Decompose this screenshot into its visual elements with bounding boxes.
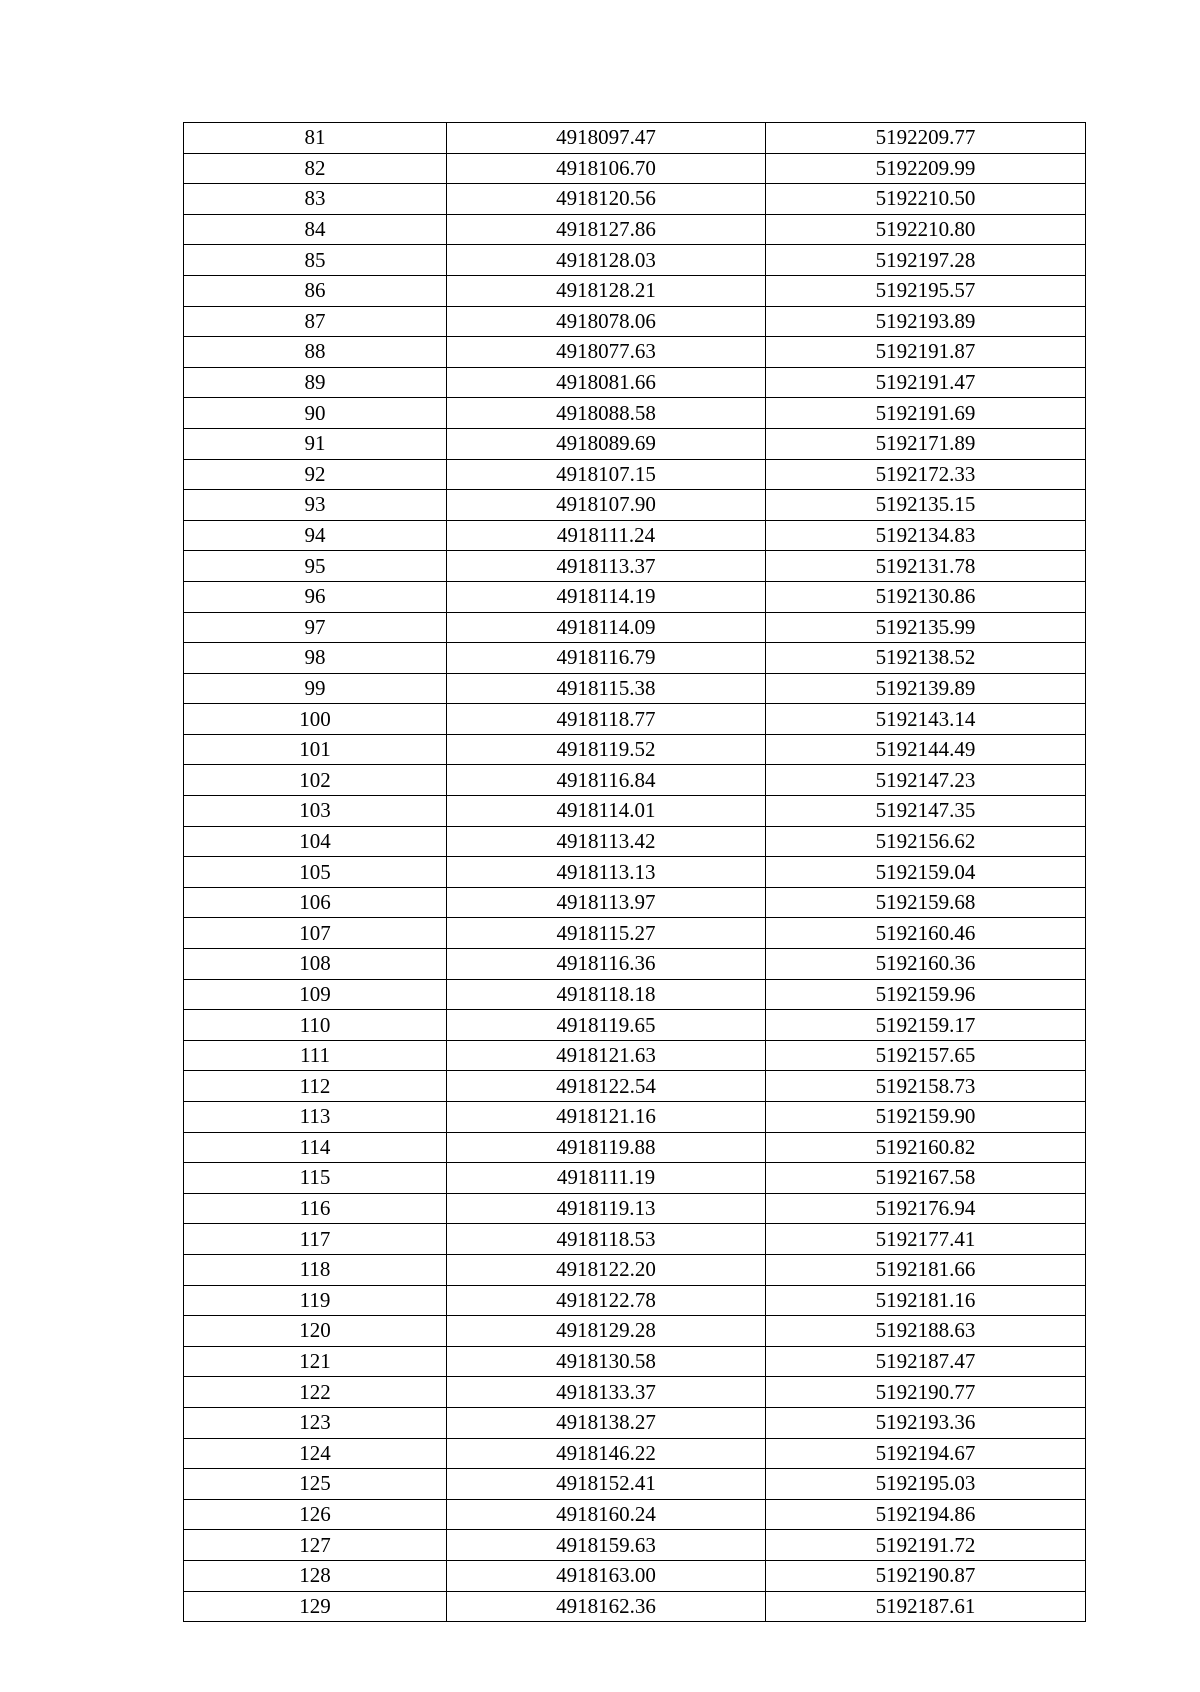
table-row: [184, 1163, 1086, 1194]
y-coordinate-cell: 5192209.99: [766, 153, 1086, 184]
y-coordinate-cell: 5192131.78: [766, 551, 1086, 582]
table-row: [184, 337, 1086, 368]
y-coordinate-cell: 5192193.89: [766, 306, 1086, 337]
y-coordinate-cell: 5192176.94: [766, 1193, 1086, 1224]
y-coordinate-cell: 5192147.35: [766, 796, 1086, 827]
point-number-cell: 99: [184, 673, 447, 704]
point-number-cell: 108: [184, 949, 447, 980]
table-row: [184, 765, 1086, 796]
x-coordinate-cell: 4918160.24: [447, 1499, 766, 1530]
point-number-cell: 88: [184, 337, 447, 368]
table-row: [184, 306, 1086, 337]
x-coordinate-cell: 4918114.01: [447, 796, 766, 827]
table-row: [184, 1560, 1086, 1591]
y-coordinate-cell: 5192194.86: [766, 1499, 1086, 1530]
y-coordinate-cell: 5192190.87: [766, 1560, 1086, 1591]
x-coordinate-cell: 4918106.70: [447, 153, 766, 184]
x-coordinate-cell: 4918159.63: [447, 1530, 766, 1561]
y-coordinate-cell: 5192191.87: [766, 337, 1086, 368]
x-coordinate-cell: 4918119.52: [447, 734, 766, 765]
table-row: [184, 1469, 1086, 1500]
table-row: [184, 1193, 1086, 1224]
x-coordinate-cell: 4918122.54: [447, 1071, 766, 1102]
point-number-cell: 87: [184, 306, 447, 337]
x-coordinate-cell: 4918152.41: [447, 1469, 766, 1500]
table-row: [184, 551, 1086, 582]
table-row: [184, 673, 1086, 704]
x-coordinate-cell: 4918120.56: [447, 184, 766, 215]
point-number-cell: 96: [184, 581, 447, 612]
point-number-cell: 110: [184, 1010, 447, 1041]
table-row: [184, 1040, 1086, 1071]
point-number-cell: 86: [184, 275, 447, 306]
point-number-cell: 129: [184, 1591, 447, 1622]
point-number-cell: 81: [184, 123, 447, 154]
point-number-cell: 119: [184, 1285, 447, 1316]
point-number-cell: 106: [184, 887, 447, 918]
table-row: [184, 1407, 1086, 1438]
table-row: [184, 857, 1086, 888]
y-coordinate-cell: 5192144.49: [766, 734, 1086, 765]
y-coordinate-cell: 5192139.89: [766, 673, 1086, 704]
table-row: [184, 796, 1086, 827]
table-row: [184, 275, 1086, 306]
y-coordinate-cell: 5192191.69: [766, 398, 1086, 429]
point-number-cell: 120: [184, 1316, 447, 1347]
x-coordinate-cell: 4918113.97: [447, 887, 766, 918]
y-coordinate-cell: 5192159.04: [766, 857, 1086, 888]
coordinates-table: [183, 122, 1086, 1622]
x-coordinate-cell: 4918121.63: [447, 1040, 766, 1071]
table-row: [184, 1071, 1086, 1102]
x-coordinate-cell: 4918118.18: [447, 979, 766, 1010]
x-coordinate-cell: 4918113.13: [447, 857, 766, 888]
table-row: [184, 184, 1086, 215]
table-row: [184, 1132, 1086, 1163]
y-coordinate-cell: 5192188.63: [766, 1316, 1086, 1347]
x-coordinate-cell: 4918113.37: [447, 551, 766, 582]
table-row: [184, 581, 1086, 612]
table-row: [184, 979, 1086, 1010]
y-coordinate-cell: 5192195.57: [766, 275, 1086, 306]
x-coordinate-cell: 4918129.28: [447, 1316, 766, 1347]
point-number-cell: 82: [184, 153, 447, 184]
table-row: [184, 1254, 1086, 1285]
point-number-cell: 123: [184, 1407, 447, 1438]
table-row: [184, 612, 1086, 643]
point-number-cell: 118: [184, 1254, 447, 1285]
point-number-cell: 90: [184, 398, 447, 429]
point-number-cell: 97: [184, 612, 447, 643]
y-coordinate-cell: 5192190.77: [766, 1377, 1086, 1408]
point-number-cell: 95: [184, 551, 447, 582]
point-number-cell: 98: [184, 643, 447, 674]
point-number-cell: 117: [184, 1224, 447, 1255]
point-number-cell: 121: [184, 1346, 447, 1377]
y-coordinate-cell: 5192159.90: [766, 1102, 1086, 1133]
y-coordinate-cell: 5192130.86: [766, 581, 1086, 612]
point-number-cell: 124: [184, 1438, 447, 1469]
table-row: [184, 398, 1086, 429]
table-row: [184, 1530, 1086, 1561]
x-coordinate-cell: 4918127.86: [447, 214, 766, 245]
y-coordinate-cell: 5192181.66: [766, 1254, 1086, 1285]
x-coordinate-cell: 4918107.15: [447, 459, 766, 490]
x-coordinate-cell: 4918162.36: [447, 1591, 766, 1622]
y-coordinate-cell: 5192158.73: [766, 1071, 1086, 1102]
table-row: [184, 1499, 1086, 1530]
point-number-cell: 83: [184, 184, 447, 215]
y-coordinate-cell: 5192159.17: [766, 1010, 1086, 1041]
point-number-cell: 126: [184, 1499, 447, 1530]
point-number-cell: 116: [184, 1193, 447, 1224]
table-row: [184, 1010, 1086, 1041]
x-coordinate-cell: 4918114.09: [447, 612, 766, 643]
x-coordinate-cell: 4918133.37: [447, 1377, 766, 1408]
x-coordinate-cell: 4918118.53: [447, 1224, 766, 1255]
y-coordinate-cell: 5192157.65: [766, 1040, 1086, 1071]
x-coordinate-cell: 4918116.84: [447, 765, 766, 796]
y-coordinate-cell: 5192147.23: [766, 765, 1086, 796]
point-number-cell: 100: [184, 704, 447, 735]
table-row: [184, 1438, 1086, 1469]
table-row: [184, 1346, 1086, 1377]
point-number-cell: 101: [184, 734, 447, 765]
x-coordinate-cell: 4918113.42: [447, 826, 766, 857]
x-coordinate-cell: 4918121.16: [447, 1102, 766, 1133]
point-number-cell: 109: [184, 979, 447, 1010]
point-number-cell: 94: [184, 520, 447, 551]
point-number-cell: 85: [184, 245, 447, 276]
x-coordinate-cell: 4918118.77: [447, 704, 766, 735]
point-number-cell: 112: [184, 1071, 447, 1102]
point-number-cell: 127: [184, 1530, 447, 1561]
table-row: [184, 520, 1086, 551]
point-number-cell: 115: [184, 1163, 447, 1194]
table-row: [184, 887, 1086, 918]
point-number-cell: 92: [184, 459, 447, 490]
table-row: [184, 123, 1086, 154]
x-coordinate-cell: 4918081.66: [447, 367, 766, 398]
table-row: [184, 245, 1086, 276]
table-row: [184, 1591, 1086, 1622]
x-coordinate-cell: 4918114.19: [447, 581, 766, 612]
point-number-cell: 84: [184, 214, 447, 245]
point-number-cell: 111: [184, 1040, 447, 1071]
y-coordinate-cell: 5192209.77: [766, 123, 1086, 154]
y-coordinate-cell: 5192191.47: [766, 367, 1086, 398]
x-coordinate-cell: 4918119.13: [447, 1193, 766, 1224]
x-coordinate-cell: 4918115.38: [447, 673, 766, 704]
table-row: [184, 1102, 1086, 1133]
table-row: [184, 949, 1086, 980]
point-number-cell: 105: [184, 857, 447, 888]
y-coordinate-cell: 5192167.58: [766, 1163, 1086, 1194]
x-coordinate-cell: 4918163.00: [447, 1560, 766, 1591]
y-coordinate-cell: 5192210.80: [766, 214, 1086, 245]
y-coordinate-cell: 5192135.15: [766, 490, 1086, 521]
x-coordinate-cell: 4918116.79: [447, 643, 766, 674]
y-coordinate-cell: 5192193.36: [766, 1407, 1086, 1438]
x-coordinate-cell: 4918078.06: [447, 306, 766, 337]
y-coordinate-cell: 5192160.36: [766, 949, 1086, 980]
y-coordinate-cell: 5192159.68: [766, 887, 1086, 918]
point-number-cell: 128: [184, 1560, 447, 1591]
x-coordinate-cell: 4918089.69: [447, 428, 766, 459]
y-coordinate-cell: 5192143.14: [766, 704, 1086, 735]
x-coordinate-cell: 4918111.24: [447, 520, 766, 551]
point-number-cell: 125: [184, 1469, 447, 1500]
y-coordinate-cell: 5192194.67: [766, 1438, 1086, 1469]
y-coordinate-cell: 5192210.50: [766, 184, 1086, 215]
coordinates-table-body: [184, 123, 1086, 1622]
table-row: [184, 459, 1086, 490]
y-coordinate-cell: 5192187.47: [766, 1346, 1086, 1377]
point-number-cell: 91: [184, 428, 447, 459]
y-coordinate-cell: 5192134.83: [766, 520, 1086, 551]
y-coordinate-cell: 5192195.03: [766, 1469, 1086, 1500]
point-number-cell: 104: [184, 826, 447, 857]
x-coordinate-cell: 4918122.78: [447, 1285, 766, 1316]
y-coordinate-cell: 5192197.28: [766, 245, 1086, 276]
x-coordinate-cell: 4918115.27: [447, 918, 766, 949]
point-number-cell: 107: [184, 918, 447, 949]
table-row: [184, 643, 1086, 674]
y-coordinate-cell: 5192156.62: [766, 826, 1086, 857]
table-row: [184, 428, 1086, 459]
y-coordinate-cell: 5192191.72: [766, 1530, 1086, 1561]
y-coordinate-cell: 5192171.89: [766, 428, 1086, 459]
y-coordinate-cell: 5192187.61: [766, 1591, 1086, 1622]
table-row: [184, 214, 1086, 245]
x-coordinate-cell: 4918088.58: [447, 398, 766, 429]
table-row: [184, 704, 1086, 735]
x-coordinate-cell: 4918138.27: [447, 1407, 766, 1438]
x-coordinate-cell: 4918119.65: [447, 1010, 766, 1041]
table-row: [184, 1285, 1086, 1316]
table-row: [184, 918, 1086, 949]
table-row: [184, 490, 1086, 521]
x-coordinate-cell: 4918128.03: [447, 245, 766, 276]
x-coordinate-cell: 4918077.63: [447, 337, 766, 368]
y-coordinate-cell: 5192160.46: [766, 918, 1086, 949]
x-coordinate-cell: 4918107.90: [447, 490, 766, 521]
point-number-cell: 102: [184, 765, 447, 796]
y-coordinate-cell: 5192159.96: [766, 979, 1086, 1010]
y-coordinate-cell: 5192172.33: [766, 459, 1086, 490]
x-coordinate-cell: 4918116.36: [447, 949, 766, 980]
table-row: [184, 826, 1086, 857]
table-row: [184, 1224, 1086, 1255]
x-coordinate-cell: 4918111.19: [447, 1163, 766, 1194]
point-number-cell: 122: [184, 1377, 447, 1408]
table-row: [184, 1377, 1086, 1408]
point-number-cell: 89: [184, 367, 447, 398]
y-coordinate-cell: 5192181.16: [766, 1285, 1086, 1316]
y-coordinate-cell: 5192138.52: [766, 643, 1086, 674]
y-coordinate-cell: 5192135.99: [766, 612, 1086, 643]
x-coordinate-cell: 4918097.47: [447, 123, 766, 154]
table-row: [184, 153, 1086, 184]
table-row: [184, 367, 1086, 398]
y-coordinate-cell: 5192177.41: [766, 1224, 1086, 1255]
table-row: [184, 734, 1086, 765]
point-number-cell: 103: [184, 796, 447, 827]
x-coordinate-cell: 4918119.88: [447, 1132, 766, 1163]
point-number-cell: 113: [184, 1102, 447, 1133]
point-number-cell: 93: [184, 490, 447, 521]
point-number-cell: 114: [184, 1132, 447, 1163]
y-coordinate-cell: 5192160.82: [766, 1132, 1086, 1163]
x-coordinate-cell: 4918122.20: [447, 1254, 766, 1285]
x-coordinate-cell: 4918130.58: [447, 1346, 766, 1377]
table-row: [184, 1316, 1086, 1347]
x-coordinate-cell: 4918146.22: [447, 1438, 766, 1469]
x-coordinate-cell: 4918128.21: [447, 275, 766, 306]
